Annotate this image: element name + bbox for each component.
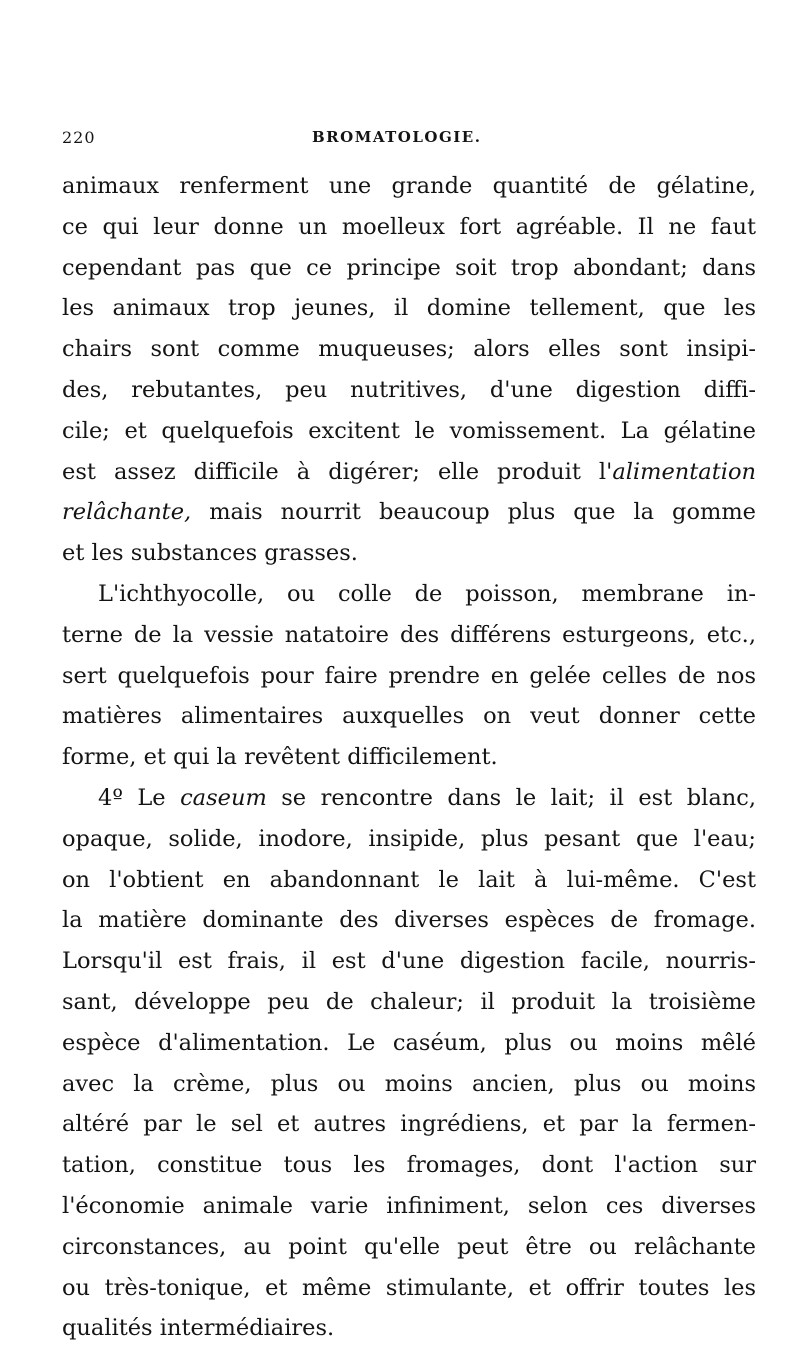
text-line: qualités intermédiaires. [62, 1315, 335, 1342]
text-line: cependant pas que ce principe soit trop abondant; dans [62, 254, 756, 281]
running-head [62, 128, 762, 154]
text-line: forme, et qui la revêtent difficilement. [62, 744, 498, 771]
text-line: Lorsqu'il est frais, il est d'une digestion facile, nourris- [62, 948, 756, 975]
text-line [62, 452, 756, 493]
text-line: et les substances grasses. [62, 540, 358, 567]
text-run: mais nourrit beaucoup plus que la gomme [191, 499, 756, 526]
text-line: cile; et quelquefois excitent le vomissement. La gélatine [62, 417, 756, 444]
italic-term: caseum [180, 784, 267, 811]
running-title: BROMATOLOGIE. [312, 128, 482, 146]
italic-term: alimentation [612, 458, 756, 485]
text-line: opaque, solide, inodore, insipide, plus pesant que l'eau; [62, 825, 756, 852]
text-line: tation, constitue tous les fromages, dont l'action sur [62, 1152, 756, 1179]
text-line: chairs sont comme muqueuses; alors elles sont insipi- [62, 336, 756, 363]
text-run: 4º Le [98, 784, 181, 811]
text-line: la matière dominante des diverses espèces de fromage. [62, 907, 756, 934]
text-line [62, 492, 756, 533]
text-line: circonstances, au point qu'elle peut être ou relâchante [62, 1233, 756, 1260]
text-line: matières alimentaires auxquelles on veut donner cette [62, 703, 756, 730]
text-line: espèce d'alimentation. Le caséum, plus ou moins mêlé [62, 1029, 756, 1056]
text-line [62, 778, 756, 819]
text-line: des, rebutantes, peu nutritives, d'une digestion diffi- [62, 376, 756, 403]
text-run: se rencontre dans le lait; il est blanc, [266, 784, 756, 811]
text-run: est assez difficile à digérer; elle produit l' [62, 458, 613, 485]
text-line: ce qui leur donne un moelleux fort agréable. Il ne faut [62, 213, 756, 240]
paragraph-gelatine [62, 166, 756, 574]
text-line: animaux renferment une grande quantité de gélatine, [62, 173, 756, 199]
paragraph-ichthyocolle [62, 574, 756, 778]
text-line: les animaux trop jeunes, il domine tellement, que les [62, 295, 756, 322]
page-number: 220 [62, 128, 96, 147]
text-line: on l'obtient en abandonnant le lait à lui-même. C'est [62, 866, 756, 893]
text-line: sert quelquefois pour faire prendre en gelée celles de nos [62, 662, 756, 689]
text-line: ou très-tonique, et même stimulante, et offrir toutes les [62, 1274, 756, 1301]
text-line: avec la crème, plus ou moins ancien, plus ou moins [62, 1070, 756, 1097]
text-line: l'économie animale varie infiniment, selon ces diverses [62, 1192, 756, 1219]
text-line: altéré par le sel et autres ingrédiens, et par la fermen- [62, 1111, 756, 1138]
text-line: L'ichthyocolle, ou colle de poisson, membrane in- [98, 580, 756, 607]
text-line: sant, développe peu de chaleur; il produit la troisième [62, 988, 756, 1015]
paragraph-caseum [62, 778, 756, 1349]
body-text [62, 166, 756, 1349]
italic-term: relâchante, [62, 499, 192, 526]
text-line: terne de la vessie natatoire des différens esturgeons, etc., [62, 621, 756, 648]
